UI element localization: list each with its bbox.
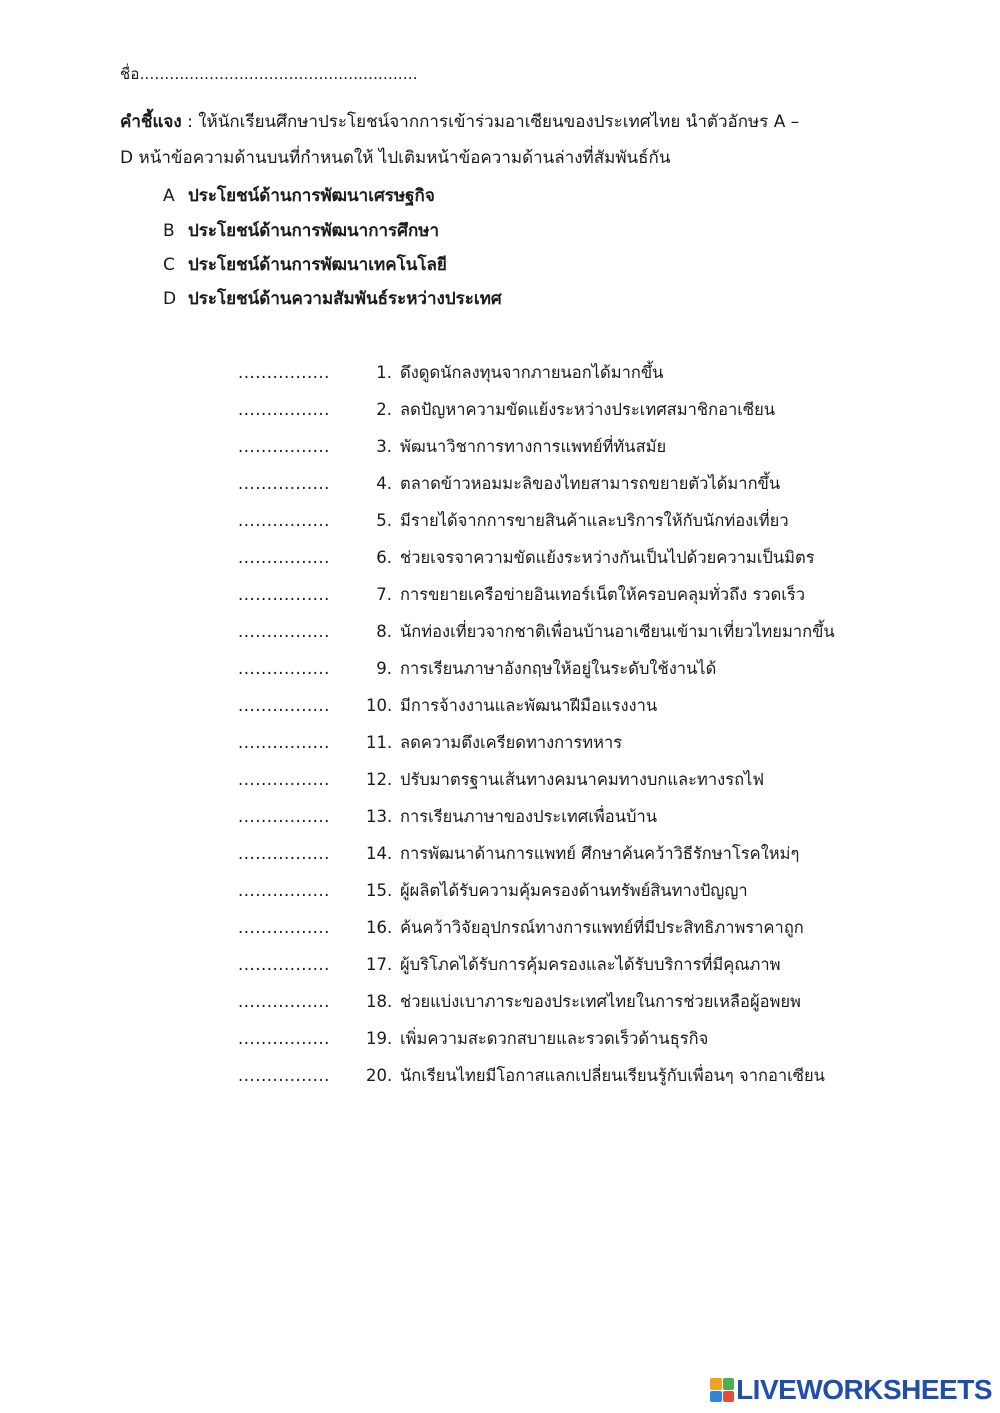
question-text: มีรายได้จากการขายสินค้าและบริการให้กับนักท่องเที่ยว	[400, 511, 789, 530]
question-row	[238, 798, 878, 835]
question-text: การเรียนภาษาของประเทศเพื่อนบ้าน	[400, 807, 658, 826]
question-text: ผู้บริโภคได้รับการคุ้มครองและได้รับบริการที่มีคุณภาพ	[400, 955, 781, 974]
question-list	[238, 354, 878, 1094]
question-number: 16.	[366, 918, 393, 937]
answer-blank[interactable]: ................	[238, 881, 330, 900]
answer-blank[interactable]: ................	[238, 363, 330, 382]
question-row	[238, 539, 878, 576]
instructions-label: คำชี้แจง	[120, 112, 182, 132]
answer-blank[interactable]: ................	[238, 659, 330, 678]
question-row	[238, 465, 878, 502]
student-name-field: ชื่อ........................................................	[120, 65, 418, 83]
answer-blank[interactable]: ................	[238, 918, 330, 937]
question-row	[238, 391, 878, 428]
question-row	[238, 354, 878, 391]
instructions-text-1: : ให้นักเรียนศึกษาประโยชน์จากการเข้าร่วมอาเซียนของประเทศไทย นำตัวอักษร A –	[181, 112, 800, 132]
question-text: ลดปัญหาความขัดแย้งระหว่างประเทศสมาชิกอาเซียน	[400, 400, 776, 419]
question-number: 20.	[366, 1066, 393, 1085]
question-text: ปรับมาตรฐานเส้นทางคมนาคมทางบกและทางรถไฟ	[400, 770, 765, 789]
category-c	[163, 248, 447, 282]
answer-blank[interactable]: ................	[238, 1029, 330, 1048]
category-text: ประโยชน์ด้านการพัฒนาเศรษฐกิจ	[188, 186, 435, 206]
question-text: พัฒนาวิชาการทางการแพทย์ที่ทันสมัย	[400, 437, 667, 456]
category-text: ประโยชน์ด้านความสัมพันธ์ระหว่างประเทศ	[188, 289, 502, 309]
answer-blank[interactable]: ................	[238, 400, 330, 419]
logo-grid-icon	[710, 1378, 734, 1402]
question-number: 7.	[376, 585, 392, 604]
category-d	[163, 282, 502, 316]
question-number: 14.	[366, 844, 393, 863]
category-a	[163, 179, 435, 213]
question-text: มีการจ้างงานและพัฒนาฝีมือแรงงาน	[400, 696, 658, 715]
answer-blank[interactable]: ................	[238, 622, 330, 641]
question-row	[238, 576, 878, 613]
answer-blank[interactable]: ................	[238, 844, 330, 863]
question-row	[238, 428, 878, 465]
question-number: 5.	[376, 511, 392, 530]
question-number: 19.	[366, 1029, 393, 1048]
question-text: การเรียนภาษาอังกฤษให้อยู่ในระดับใช้งานได้	[400, 659, 717, 678]
logo-square-1	[710, 1378, 722, 1390]
question-number: 2.	[376, 400, 392, 419]
category-b	[163, 214, 439, 248]
question-number: 9.	[376, 659, 392, 678]
question-number: 13.	[366, 807, 393, 826]
instructions-line-2: D หน้าข้อความด้านบนที่กำหนดให้ ไปเติมหน้าข้อความด้านล่างที่สัมพันธ์กัน	[120, 148, 671, 168]
question-row	[238, 724, 878, 761]
answer-blank[interactable]: ................	[238, 955, 330, 974]
question-number: 11.	[366, 733, 393, 752]
question-row	[238, 650, 878, 687]
liveworksheets-logo	[710, 1375, 992, 1405]
question-number: 1.	[376, 363, 392, 382]
category-text: ประโยชน์ด้านการพัฒนาเทคโนโลยี	[188, 255, 447, 275]
question-text: นักเรียนไทยมีโอกาสแลกเปลี่ยนเรียนรู้กับเพื่อนๆ จากอาเซียน	[400, 1066, 825, 1085]
logo-square-4	[723, 1391, 735, 1403]
question-text: เพิ่มความสะดวกสบายและรวดเร็วด้านธุรกิจ	[400, 1029, 709, 1048]
question-row	[238, 946, 878, 983]
answer-blank[interactable]: ................	[238, 1066, 330, 1085]
answer-blank[interactable]: ................	[238, 585, 330, 604]
answer-blank[interactable]: ................	[238, 474, 330, 493]
category-letter: D	[163, 289, 177, 309]
question-number: 12.	[366, 770, 393, 789]
question-number: 17.	[366, 955, 393, 974]
category-letter: B	[163, 221, 175, 241]
question-text: ลดความตึงเครียดทางการทหาร	[400, 733, 623, 752]
question-number: 3.	[376, 437, 392, 456]
category-text: ประโยชน์ด้านการพัฒนาการศึกษา	[188, 221, 440, 241]
answer-blank[interactable]: ................	[238, 992, 330, 1011]
question-text: การพัฒนาด้านการแพทย์ ศึกษาค้นคว้าวิธีรักษาโรคใหม่ๆ	[400, 844, 800, 863]
question-number: 4.	[376, 474, 392, 493]
question-row	[238, 502, 878, 539]
question-row	[238, 835, 878, 872]
answer-blank[interactable]: ................	[238, 437, 330, 456]
question-number: 18.	[366, 992, 393, 1011]
question-row	[238, 613, 878, 650]
question-text: การขยายเครือข่ายอินเทอร์เน็ตให้ครอบคลุมทั่วถึง รวดเร็ว	[400, 585, 806, 604]
question-number: 15.	[366, 881, 393, 900]
instructions-line-1	[120, 104, 840, 140]
question-row	[238, 1057, 878, 1094]
answer-blank[interactable]: ................	[238, 548, 330, 567]
question-text: ค้นคว้าวิจัยอุปกรณ์ทางการแพทย์ที่มีประสิทธิภาพราคาถูก	[400, 918, 804, 937]
question-number: 8.	[376, 622, 392, 641]
logo-square-3	[710, 1391, 722, 1403]
question-row	[238, 909, 878, 946]
category-letter: C	[163, 255, 175, 275]
question-row	[238, 687, 878, 724]
question-text: ดึงดูดนักลงทุนจากภายนอกได้มากขึ้น	[400, 363, 664, 382]
question-text: ตลาดข้าวหอมมะลิของไทยสามารถขยายตัวได้มากขึ้น	[400, 474, 781, 493]
question-text: นักท่องเที่ยวจากชาติเพื่อนบ้านอาเซียนเข้ามาเที่ยวไทยมากขึ้น	[400, 622, 835, 641]
answer-blank[interactable]: ................	[238, 807, 330, 826]
question-row	[238, 983, 878, 1020]
category-letter: A	[163, 186, 175, 206]
question-number: 10.	[366, 696, 393, 715]
logo-square-2	[723, 1378, 735, 1390]
question-text: ผู้ผลิตได้รับความคุ้มครองด้านทรัพย์สินทางปัญญา	[400, 881, 748, 900]
question-number: 6.	[376, 548, 392, 567]
answer-blank[interactable]: ................	[238, 696, 330, 715]
question-row	[238, 872, 878, 909]
question-row	[238, 761, 878, 798]
answer-blank[interactable]: ................	[238, 511, 330, 530]
answer-blank[interactable]: ................	[238, 733, 330, 752]
question-text: ช่วยแบ่งเบาภาระของประเทศไทยในการช่วยเหลือผู้อพยพ	[400, 992, 801, 1011]
question-row	[238, 1020, 878, 1057]
answer-blank[interactable]: ................	[238, 770, 330, 789]
logo-text: LIVEWORKSHEETS	[736, 1374, 992, 1405]
question-text: ช่วยเจรจาความขัดแย้งระหว่างกันเป็นไปด้วยความเป็นมิตร	[400, 548, 815, 567]
